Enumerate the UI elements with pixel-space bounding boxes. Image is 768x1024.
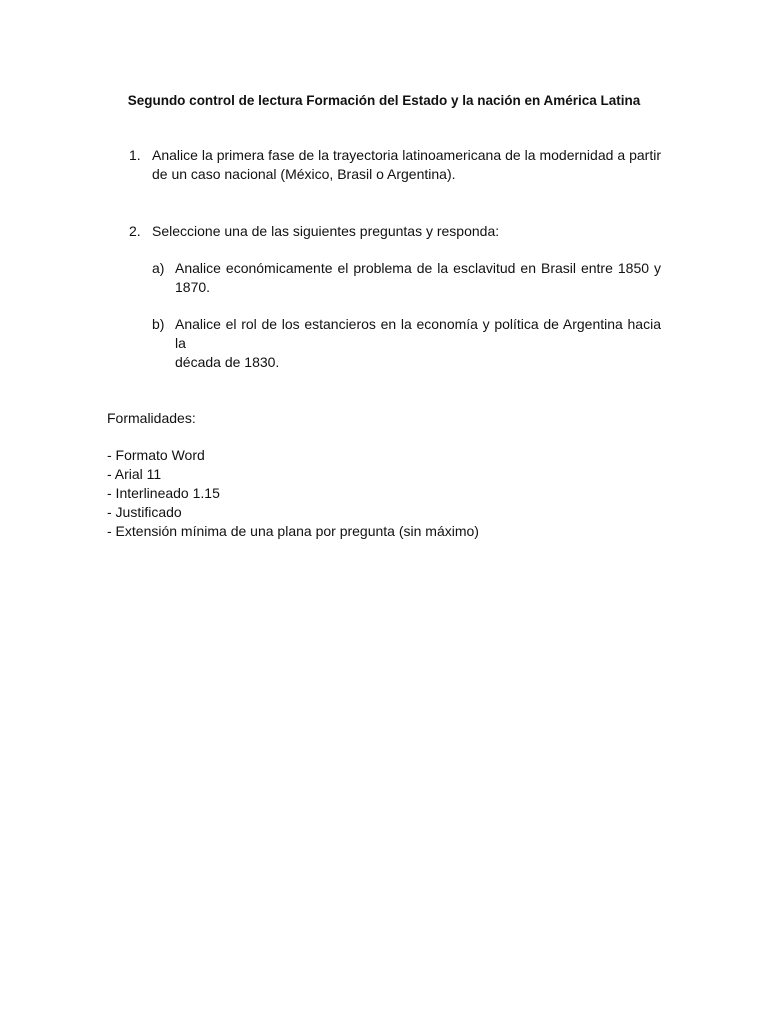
sub-question-text bbox=[175, 315, 661, 372]
formalities-list bbox=[107, 446, 479, 541]
formalities-item: - Justificado bbox=[107, 504, 182, 520]
sub-question-text bbox=[175, 259, 661, 297]
question-number: 1. bbox=[129, 147, 141, 163]
formalities-item: - Extensión mínima de una plana por pregunta (sin máximo) bbox=[107, 523, 479, 539]
question-text bbox=[152, 146, 661, 184]
document-title: Segundo control de lectura Formación del Estado y la nación en América Latina bbox=[127, 93, 641, 108]
formalities-item: - Interlineado 1.15 bbox=[107, 485, 220, 501]
sub-question-text-line: Analice económicamente el problema de la esclavitud en Brasil entre 1850 y bbox=[175, 260, 661, 276]
formalities-item: - Formato Word bbox=[107, 447, 205, 463]
formalities-heading: Formalidades: bbox=[107, 410, 196, 426]
question-text-line: Seleccione una de las siguientes preguntas y responda: bbox=[152, 223, 500, 239]
question-text-line: de un caso nacional (México, Brasil o Argentina). bbox=[152, 166, 456, 182]
question-number: 2. bbox=[129, 223, 141, 239]
sub-question-text-line: 1870. bbox=[175, 279, 211, 295]
question-text bbox=[152, 222, 661, 241]
sub-question-text-line: década de 1830. bbox=[175, 354, 280, 370]
sub-question-label: b) bbox=[152, 316, 165, 332]
question-text-line: Analice la primera fase de la trayectoria latinoamericana de la modernidad a partir bbox=[152, 147, 661, 163]
sub-question-text-line: Analice el rol de los estancieros en la economía y política de Argentina hacia la bbox=[175, 316, 661, 351]
formalities-item: - Arial 11 bbox=[107, 466, 162, 482]
sub-question-label: a) bbox=[152, 260, 165, 276]
